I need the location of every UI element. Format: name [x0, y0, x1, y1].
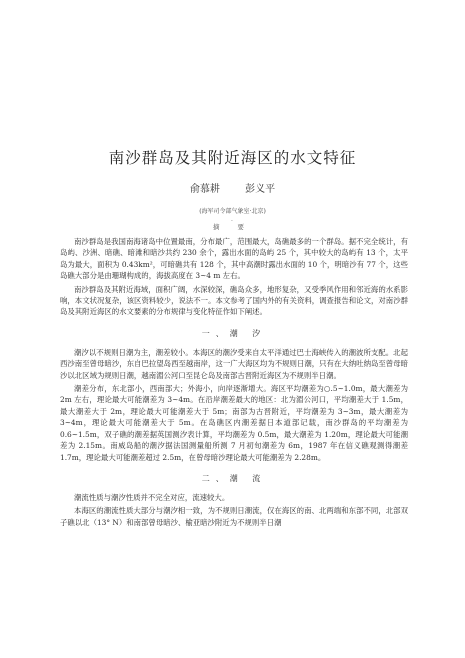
section-heading: 二、潮 流: [201, 473, 267, 483]
paper-title: 南沙群岛及其附近海区的水文特征: [108, 149, 357, 167]
paper-body: [60, 236, 408, 530]
body-paragraph: 潮差分布，东北部小，西南部大；外海小，向岸逐渐增大。海区平均潮差为○.5~1.0m，最大潮差为 2m 左右，理论最大可能潮差为 3~4m。在沿岸潮差最大的地区：北为湄公河口，平均潮差大于 1.5m，最大潮差大于 2m，理论最大可能潮差大于 5m；南部为古晋附近，平均潮差为 3~3m，最大潮差为 3~4m，理论最大可能潮差大于 5m。在岛礁区内潮差据日本道部记载，南沙群岛的平均潮差为 0.6~1.5m，双子礁的潮差据英国测汐表计算，平均潮差为 0.5m，最大潮差为 1.20m，理论最大可能潮差为 2.15m。南威岛船的潮汐据法国测量船所测 7 月初旬潮差为 6m，1987 年在信义礁观测得潮差 1.7m，理论最大可能潮差超过 2.5m，在曾母暗沙理论最大可能潮差为 2.28m。: [60, 384, 408, 462]
separator-dot: ·: [231, 218, 233, 225]
body-paragraph: 潮汐以不规则日潮为主，潮差较小。本海区的潮汐受来自太平洋通过巴士海峡传入的潮波所支配。北起西沙南至曾母暗沙，东自巴拉望岛西至越南岸，这一广大海区均为不规则日潮，只有在大纳吐纳岛至曾母暗沙以北区域为规则日潮，越南湄公河口至昆仑岛及南部古晋附近海区为不规则半日潮。: [60, 347, 408, 380]
section-heading: 一、潮 汐: [201, 328, 267, 338]
author-name: 彭义平: [245, 184, 276, 195]
affiliation: (海军司令部气象室·北京): [199, 208, 266, 215]
abstract-paragraph: 南沙群岛及其附近海域，面积广阔，水深较深，礁岛众多，地形复杂，又受季风作用和邻近海的水系影响，本文状况复杂，该区资料较少，说法不一。本文参考了国内外的有关资料，调查报告和论文，对南沙群岛及其附近海区的水文要素的分布规律与变化特征作如下阐述。: [60, 284, 408, 317]
abstract-paragraph: 南沙群岛是我国南海诸岛中位置最南，分布最广，范围最大，岛礁最多的一个群岛。据不完全统计，有岛屿、沙洲、暗礁、暗滩和暗沙共约 230 余个，露出水面的岛屿 25 个，其中较大的岛屿有 13 个，太平岛为最大，面积为 0.43km²，可暗礁共有 128 个，其中高潮时露出水面的 10 个，明暗沙有 77 个，这些岛礁大部分是由珊瑚构成的，海拔高度在 3~4 m 左右。: [60, 237, 408, 281]
body-paragraph: 本海区的潮流性质大部分与潮汐相一致，为不规则日潮流，仅在海区的南、北两端和东部不同，北部双子礁以北（13° N）和南部曾母暗沙、榆亚暗沙附近为不规则半日潮: [60, 506, 408, 527]
body-paragraph: 潮流性质与潮汐性质并不完全对应，流速较大。: [74, 492, 230, 502]
author-list: [0, 180, 465, 195]
abstract-label: 摘 要: [212, 223, 253, 231]
author-name: 俞慕耕: [189, 184, 220, 195]
